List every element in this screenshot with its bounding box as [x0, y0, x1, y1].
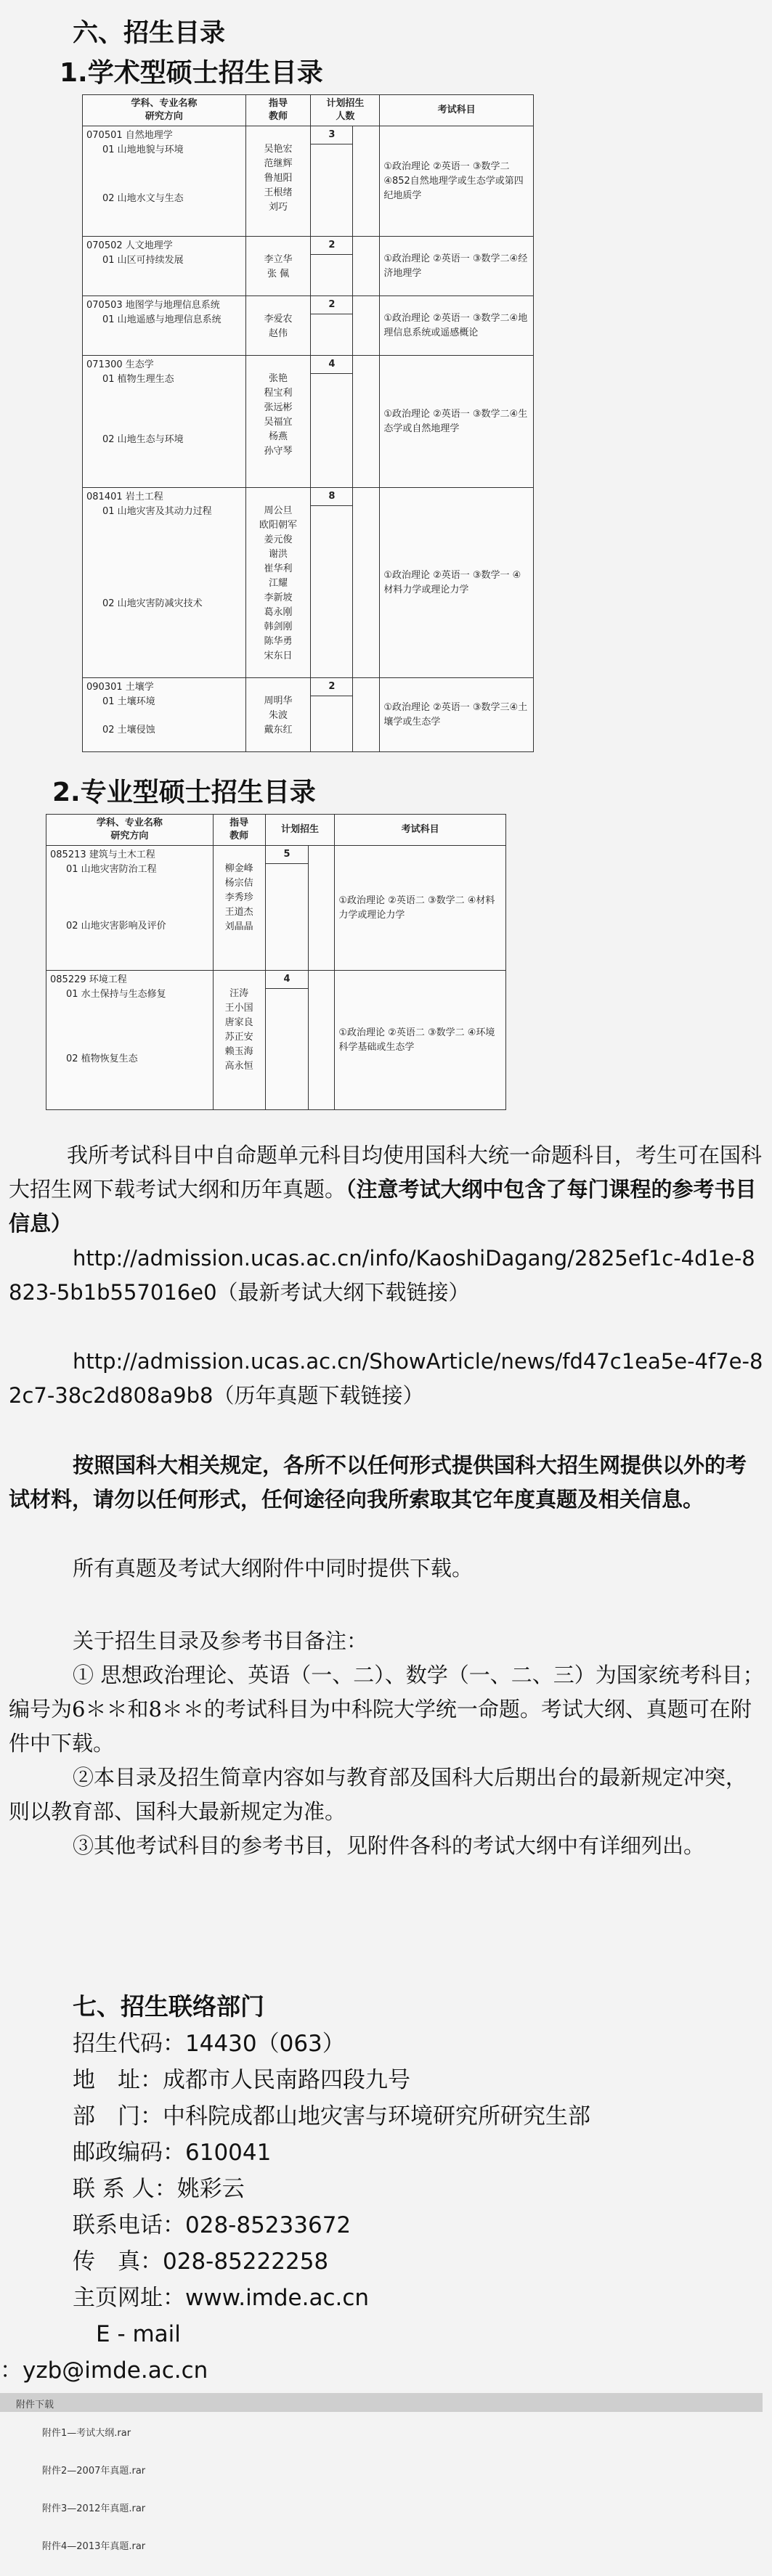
plan-count: 3: [311, 126, 352, 144]
research-direction: 02 山地生态与环境: [102, 434, 184, 446]
attachment-link[interactable]: 附件4—2013年真题.rar: [42, 2541, 146, 2552]
tutor-cell: [213, 971, 265, 1110]
tutor-cell: [213, 846, 265, 971]
contact-label: 邮政编码：: [73, 2140, 185, 2166]
plan-cell: [311, 356, 353, 488]
major-name: 085213 建筑与土木工程: [50, 849, 155, 860]
note-3: ③其他考试科目的参考书目，见附件各科的考试大纲中有详细列出。: [73, 1833, 705, 1858]
header-exam: 考试科目: [335, 815, 506, 846]
major-name: 085229 环境工程: [50, 974, 127, 985]
plan-extra-cell: [309, 971, 335, 1110]
contact-value: 姚彩云: [176, 2176, 245, 2202]
header-subject: 学科、专业名称 研究方向: [83, 95, 246, 126]
contact-value: 028-85233672: [185, 2212, 352, 2238]
tutor-name: 孙守琴: [264, 446, 293, 457]
tutor-name: 陈华勇: [264, 636, 293, 647]
tutor-name: 宋东日: [264, 651, 293, 661]
table-row: [46, 846, 506, 971]
syllabus-link[interactable]: http://admission.ucas.ac.cn/info/KaoshiDagang/2825ef1c-4d1e-8823-5b1b557016e0: [9, 1246, 755, 1305]
attachment-note: 所有真题及考试大纲附件中同时提供下载。: [73, 1556, 474, 1581]
contact-row: [73, 2243, 770, 2280]
plan-cell: [265, 846, 309, 971]
tutor-cell: [245, 126, 311, 237]
table-row: [83, 356, 534, 488]
plan-count: 5: [266, 846, 309, 864]
plan-count: 8: [311, 488, 352, 506]
table-row: [83, 237, 534, 296]
tutor-name: 张艳: [269, 373, 288, 384]
plan-cell: [311, 237, 353, 296]
research-direction: 02 山地灾害影响及评价: [66, 920, 166, 932]
research-direction: 02 土壤侵蚀: [102, 725, 155, 736]
tutor-name: 苏正安: [224, 1032, 253, 1043]
contact-value: 中科院成都山地灾害与环境研究所研究生部: [163, 2103, 590, 2129]
exam-info-note: （注意考试大纲中包含了每门课程的参考书目信息）: [9, 1177, 757, 1236]
tutor-name: 朱波: [269, 710, 288, 721]
tutor-name: 高永恒: [224, 1061, 253, 1072]
note-1: ① 思想政治理论、英语（一、二）、数学（一、二、三）为国家统考科目；编号为6＊＊和8＊＊的考试科目为中科院大学统一命题。考试大纲、真题可在附件中下载。: [9, 1663, 764, 1756]
exam-info-text: 我所考试科目中自命题单元科目均使用国科大统一命题科目，考生可在国科大招生网下载考试大纲和历年真题。: [9, 1143, 763, 1202]
exam-cell: [335, 846, 506, 971]
tutor-name: 张 佩: [267, 269, 290, 280]
tutor-name: 姜元俊: [264, 534, 293, 545]
research-direction: 01 土壤环境: [102, 696, 155, 707]
attachment-list: [42, 2425, 696, 2576]
table-row: [83, 678, 534, 752]
exam-cell: [380, 296, 534, 356]
tutor-name: 刘晶晶: [224, 921, 253, 932]
tutor-name: 崔华利: [264, 563, 293, 574]
professional-catalog-table: [46, 814, 506, 1110]
note-2: ②本目录及招生简章内容如与教育部及国科大后期出台的最新规定冲突，则以教育部、国科大最新规定为准。: [9, 1765, 747, 1824]
exam-subjects: ①政治理论 ②英语一 ③数学二④地理信息系统或遥感概论: [383, 312, 528, 338]
email-value[interactable]: ：yzb@imde.ac.cn: [0, 2357, 208, 2384]
tutor-cell: [245, 296, 311, 356]
research-direction: 01 山地地貌与环境: [102, 144, 184, 155]
plan-cell: [265, 971, 309, 1110]
tutor-name: 李立华: [264, 254, 293, 265]
section-7-title: 七、招生联络部门: [73, 1992, 264, 2021]
tutor-cell: [245, 678, 311, 752]
research-direction: 02 山地灾害防减灾技术: [102, 598, 203, 610]
major-cell: [83, 296, 246, 356]
tutor-name: 张远彬: [264, 402, 293, 413]
header-tutor: 指导 教师: [213, 815, 265, 846]
header-subject: 学科、专业名称 研究方向: [46, 815, 214, 846]
major-cell: [46, 971, 214, 1110]
plan-extra-cell: [353, 678, 380, 752]
tutor-name: 吴艳宏: [264, 144, 293, 155]
email-label: E - mail: [96, 2321, 181, 2347]
plan-extra-cell: [309, 846, 335, 971]
exam-subjects: ①政治理论 ②英语一 ③数学二④经济地理学: [383, 253, 528, 279]
tutor-name: 谢洪: [269, 549, 288, 560]
header-plan: 计划招生: [265, 815, 335, 846]
contact-row: [73, 2171, 770, 2207]
exam-cell: [380, 126, 534, 237]
header-exam: 考试科目: [380, 95, 534, 126]
major-cell: [83, 237, 246, 296]
section-6-title: 六、招生目录: [73, 19, 226, 48]
plan-extra-cell: [353, 296, 380, 356]
tutor-name: 赵伟: [269, 328, 288, 339]
syllabus-link-label: （最新考试大纲下载链接）: [216, 1280, 470, 1305]
contact-label: 部 门：: [73, 2103, 163, 2129]
contact-label: 联 系 人：: [73, 2176, 177, 2202]
tutor-name: 鲁旭阳: [264, 173, 293, 184]
contact-value: 14430（063）: [185, 2031, 345, 2057]
past-papers-link-label: （历年真题下载链接）: [213, 1383, 424, 1408]
tutor-name: 王根绪: [264, 187, 293, 198]
plan-cell: [311, 678, 353, 752]
contact-row: [73, 2135, 770, 2171]
contact-label: 主页网址：: [73, 2285, 185, 2311]
research-direction: 02 山地水文与生态: [102, 192, 184, 204]
attachment-link[interactable]: 附件1—考试大纲.rar: [42, 2428, 131, 2439]
attachment-link[interactable]: 附件3—2012年真题.rar: [42, 2503, 146, 2514]
exam-subjects: ①政治理论 ②英语一 ③数学二④852自然地理学或生态学或第四纪地质学: [383, 160, 524, 201]
header-tutor: 指导 教师: [245, 95, 311, 126]
contact-row: [73, 2207, 770, 2243]
tutor-name: 柳金峰: [224, 863, 253, 874]
tutor-name: 周明华: [264, 696, 293, 706]
plan-cell: [311, 126, 353, 237]
tutor-name: 葛永刚: [264, 607, 293, 618]
past-papers-link[interactable]: http://admission.ucas.ac.cn/ShowArticle/news/fd47c1ea5e-4f7e-82c7-38c2d808a9b8: [9, 1349, 763, 1408]
table-row: [83, 488, 534, 678]
exam-subjects: ①政治理论 ②英语二 ③数学二 ④环境科学基础或生态学: [338, 1027, 495, 1053]
table-row: [46, 971, 506, 1110]
tutor-name: 周公旦: [264, 505, 293, 516]
plan-extra-cell: [353, 126, 380, 237]
tutor-name: 李新坡: [264, 592, 293, 603]
attachment-header-bar: [0, 2393, 763, 2412]
contact-value: www.imde.ac.cn: [185, 2285, 370, 2311]
plan-extra-cell: [353, 237, 380, 296]
tutor-cell: [245, 356, 311, 488]
contact-label: 传 真：: [73, 2249, 163, 2275]
tutor-name: 李秀珍: [224, 892, 253, 903]
exam-info-paragraph: [9, 1138, 764, 1241]
tutor-name: 吴福宜: [264, 417, 293, 428]
tutor-name: 戴东红: [264, 725, 293, 735]
contact-list: [73, 2026, 770, 2316]
tutor-name: 王小国: [224, 1003, 253, 1014]
exam-subjects: ①政治理论 ②英语一 ③数学二④生态学或自然地理学: [383, 408, 528, 434]
plan-count: 2: [311, 678, 352, 696]
tutor-name: 江耀: [269, 578, 288, 589]
plan-count: 2: [311, 237, 352, 255]
header-plan: 计划招生 人数: [311, 95, 380, 126]
tutor-name: 唐家良: [224, 1017, 253, 1028]
past-papers-link-paragraph: [9, 1345, 764, 1413]
tutor-name: 欧阳朝军: [259, 520, 298, 531]
exam-cell: [380, 488, 534, 678]
research-direction: 02 植物恢复生态: [66, 1053, 138, 1064]
notes-title: 关于招生目录及参考书目备注：: [73, 1629, 368, 1653]
plan-cell: [311, 488, 353, 678]
table-row: [83, 296, 534, 356]
policy-notice: 按照国科大相关规定，各所不以任何形式提供国科大招生网提供以外的考试材料，请勿以任何形式，任何途径向我所索取其它年度真题及相关信息。: [9, 1453, 747, 1512]
contact-row: [73, 2062, 770, 2098]
table-header-row: [83, 95, 534, 126]
plan-count: 4: [266, 971, 309, 989]
major-name: 071300 生态学: [86, 359, 154, 370]
contact-value: 028-85222258: [163, 2249, 329, 2275]
professional-catalog-title: 2.专业型硕士招生目录: [52, 778, 316, 807]
plan-cell: [311, 296, 353, 356]
research-direction: 01 水土保持与生态修复: [66, 989, 166, 1000]
exam-cell: [335, 971, 506, 1110]
tutor-name: 李爱农: [264, 314, 293, 325]
major-cell: [83, 488, 246, 678]
tutor-name: 赖玉海: [224, 1046, 253, 1057]
academic-catalog-title: 1.学术型硕士招生目录: [60, 58, 323, 88]
tutor-cell: [245, 237, 311, 296]
tutor-name: 程宝利: [264, 388, 293, 399]
tutor-name: 刘巧: [269, 202, 288, 213]
research-direction: 01 山地灾害防治工程: [66, 864, 157, 875]
major-cell: [83, 126, 246, 237]
major-name: 081401 岩土工程: [86, 492, 163, 502]
attachment-header: 附件下载: [16, 2400, 54, 2410]
contact-row: [73, 2280, 770, 2316]
contact-label: 联系电话：: [73, 2212, 185, 2238]
attachment-link[interactable]: 附件2—2007年真题.rar: [42, 2466, 146, 2477]
major-name: 070503 地图学与地理信息系统: [86, 300, 220, 311]
major-name: 070502 人文地理学: [86, 240, 173, 251]
syllabus-link-paragraph: [9, 1242, 764, 1310]
major-name: 090301 土壤学: [86, 682, 154, 693]
contact-value: 成都市人民南路四段九号: [163, 2067, 410, 2093]
contact-row: [73, 2026, 770, 2062]
plan-extra-cell: [353, 356, 380, 488]
contact-label: 招生代码：: [73, 2031, 185, 2057]
tutor-name: 韩剑刚: [264, 621, 293, 632]
exam-cell: [380, 237, 534, 296]
tutor-name: 汪涛: [229, 988, 249, 999]
tutor-name: 范继辉: [264, 158, 293, 169]
major-name: 070501 自然地理学: [86, 130, 173, 141]
exam-subjects: ①政治理论 ②英语一 ③数学三④土壤学或生态学: [383, 701, 528, 727]
plan-extra-cell: [353, 488, 380, 678]
major-cell: [46, 846, 214, 971]
plan-count: 2: [311, 296, 352, 314]
contact-label: 地 址：: [73, 2067, 163, 2093]
exam-cell: [380, 678, 534, 752]
academic-catalog-table: [82, 94, 534, 752]
exam-subjects: ①政治理论 ②英语二 ③数学二 ④材料力学或理论力学: [338, 894, 495, 921]
exam-subjects: ①政治理论 ②英语一 ③数学一 ④材料力学或理论力学: [383, 569, 521, 595]
table-header-row: [46, 815, 506, 846]
research-direction: 01 植物生理生态: [102, 374, 174, 385]
research-direction: 01 山地遥感与地理信息系统: [102, 314, 222, 325]
table-row: [83, 126, 534, 237]
major-cell: [83, 356, 246, 488]
exam-cell: [380, 356, 534, 488]
research-direction: 01 山地灾害及其动力过程: [102, 506, 212, 517]
major-cell: [83, 678, 246, 752]
tutor-name: 杨燕: [269, 431, 288, 442]
research-direction: 01 山区可持续发展: [102, 255, 184, 266]
tutor-cell: [245, 488, 311, 678]
contact-row: [73, 2098, 770, 2135]
contact-value: 610041: [185, 2140, 272, 2166]
tutor-name: 王道杰: [224, 907, 253, 918]
plan-count: 4: [311, 356, 352, 374]
tutor-name: 杨宗佶: [224, 878, 253, 889]
